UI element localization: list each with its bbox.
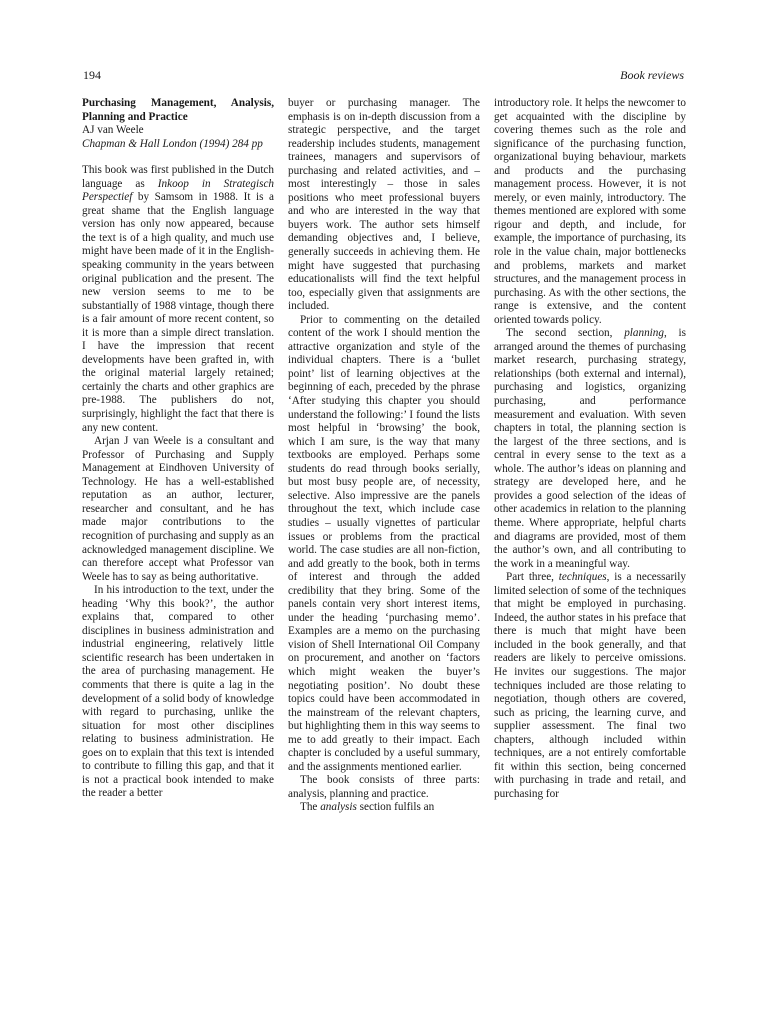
paragraph: buyer or purchasing manager. The emphasis is on in-depth discussion from a strategic perspective, and the target readership includes students, management trainees, managers and supervisors of purchasing and related activities, and – most interestingly – those in sales positions who meet professional buyers and who are interested in the way that buyers work. The author sets himself demanding objectives and, I believe, generally succeeds in achieving them. He might have suggested that purchasing educationalists will find the text helpful too, especially given that assignments are included.	[288, 97, 480, 313]
paragraph: This book was first published in the Dutch language as Inkoop in Strategisch Perspectief by Samsom in 1988. It is a great shame that the English language version has only now appeared, because the text is of a high quality, and much use might have been made of it in the English-speaking community in the years between original publication and the present. The new version seems to me to be substantially of 1988 vintage, though there is a fair amount of more recent content, so it is more than a simple direct translation. I have the impression that recent developments have been grafted in, with the original material largely retained; certainly the charts and other graphics are pre-1988. The publishers do not, surprisingly, highlight the fact that there is any new content.	[82, 164, 274, 434]
column-1	[82, 97, 274, 801]
page-number: 194	[83, 68, 101, 82]
review-title: Purchasing Management, Analysis, Planning and Practice	[82, 97, 274, 123]
running-head: Book reviews	[620, 68, 684, 82]
paragraph: In his introduction to the text, under the heading ‘Why this book?’, the author explains that, compared to other disciplines in business administration and industrial engineering, relatively little scientific research has been undertaken in the area of purchasing management. He comments that there is quite a lag in the development of a solid body of knowledge with regard to purchasing, unlike the situation for most other disciplines relating to business administration. He goes on to explain that this text is intended to contribute to filling this gap, and that it is not a practical book intended to make the reader a better	[82, 584, 274, 800]
column-2	[288, 97, 480, 815]
paragraph: The book consists of three parts: analysis, planning and practice.	[288, 774, 480, 800]
paragraph: The analysis section fulfils an	[300, 801, 435, 814]
paragraph: The second section, planning, is arranged around the themes of purchasing market research, purchasing strategy, relationships (both external and internal), purchasing and logistics, organizing purchasing, and performance measurement and evaluation. With seven chapters in total, the planning section is the largest of the three sections, and is central in every sense to the text as a whole. The author’s ideas on planning and strategy are developed here, and he provides a good selection of the ideas of other academics in relation to the planning theme. Where appropriate, helpful charts and diagrams are provided, most of them the author’s own, and all contributing to the work in a meaningful way.	[494, 327, 686, 570]
paragraph: Prior to commenting on the detailed content of the work I should mention the attractive organization and style of the individual chapters. There is a ‘bullet point’ list of learning objectives at the beginning of each, preceded by the phrase ‘After studying this chapter you should understand the following:’ I found the lists most helpful in ‘browsing’ the book, which I am sure, is the way that many textbooks are employed. Perhaps some students do read through books serially, but most busy people are, of necessity, selective. Also impressive are the panels throughout the text, which include case studies – usually vignettes of particular issues or problems from the practical world. The case studies are all non-fiction, and add greatly to the book, both in terms of interest and through the added credibility that they bring. Some of the panels contain very short interest items, under the heading ‘purchasing memo’. Examples are a memo on the purchasing vision of Shell International Oil Company on procurement, and another on ‘factors which might weaken the buyer’s negotiating position’. No doubt these topics could have been accommodated in the mainstream of the relevant chapters, but highlighting them in this way seems to me to add greatly to their impact. Each chapter is concluded by a useful summary, and the assignments mentioned earlier.	[288, 313, 480, 773]
review-author: AJ van Weele	[82, 124, 144, 137]
paragraph: Arjan J van Weele is a consultant and Professor of Purchasing and Supply Management at Eindhoven University of Technology. He has a well-established reputation as an author, lecturer, researcher and consultant, and he has made major contributions to the recognition of purchasing and supply as an acknowledged management discipline. We can therefore accept what Professor van Weele has to say as being authoritative.	[82, 435, 275, 583]
paragraph: Part three, techniques, is a necessarily limited selection of some of the techniques that might be employed in purchasing. Indeed, the author states in his preface that there is much that might have been included in the book generally, and that readers are likely to perceive omissions. He invites our suggestions. The major techniques included are those relating to negotiation, though others are covered, such as pricing, the learning curve, and supplier assessment. The final two chapters, although included within techniques, are a not entirely comfortable fit within this section, being concerned with purchasing in trade and retail, and purchasing for	[494, 571, 687, 800]
review-publisher: Chapman & Hall London (1994) 284 pp	[82, 137, 263, 150]
column-3	[494, 97, 686, 801]
paragraph: introductory role. It helps the newcomer to get acquainted with the discipline by covering themes such as the role and significance of the purchasing function, organizational buying behaviour, markets and products and the purchasing management process. However, it is not merely, or even mainly, introductory. The themes mentioned are explored with some rigour and depth, and include, for example, the importance of purchasing, its role in the value chain, major bottlenecks and problems, markets and market structures, and the management process in purchasing. As with the other sections, the range is extensive, and the content oriented towards policy.	[494, 97, 686, 326]
book-title-dutch: Inkoop in Strategisch Perspectief	[82, 177, 274, 204]
